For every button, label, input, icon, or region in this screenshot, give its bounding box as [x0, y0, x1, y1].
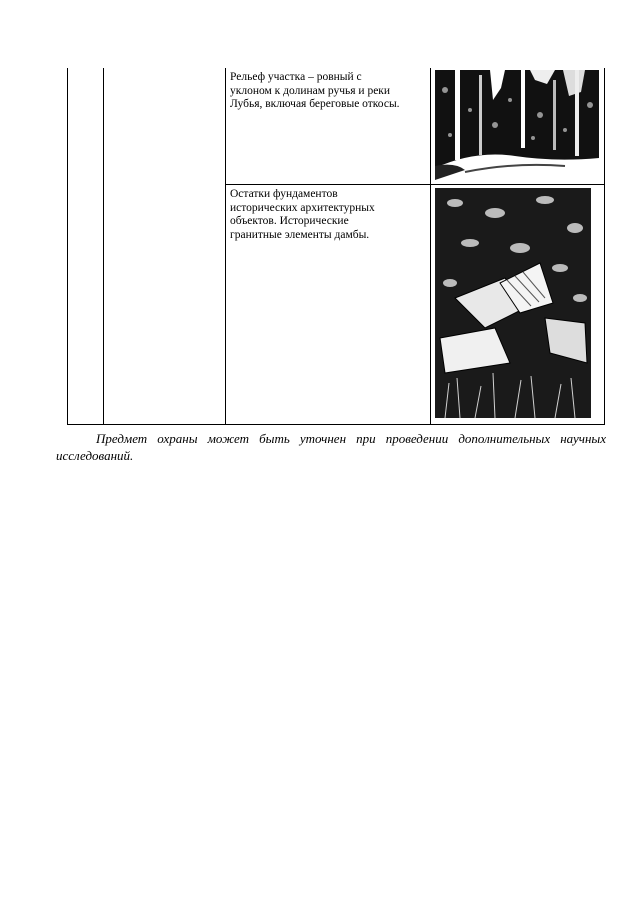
park-path-photo — [435, 70, 599, 180]
footnote-paragraph — [56, 430, 606, 464]
table-column-divider — [430, 68, 431, 425]
table-border-bottom — [67, 424, 605, 425]
table-border-left — [67, 68, 68, 425]
table-border-right — [604, 68, 605, 425]
table-cell-description: Остатки фундаментов исторических архитектурных объектов. Исторические гранитные элементы дамбы. — [230, 188, 375, 241]
table-row-divider — [225, 184, 605, 185]
park-path-image — [435, 70, 599, 180]
table-cell-description: Рельеф участка – ровный с уклоном к долинам ручья и реки Лубья, включая береговые откосы. — [230, 71, 400, 110]
granite-ruins-image — [435, 188, 591, 418]
granite-dam-ruins-photo — [435, 188, 591, 418]
table-column-divider — [225, 68, 226, 425]
footnote-text: Предмет охраны может быть уточнен при проведении дополнительных научных исследований. — [56, 431, 606, 463]
table-column-divider — [103, 68, 104, 425]
